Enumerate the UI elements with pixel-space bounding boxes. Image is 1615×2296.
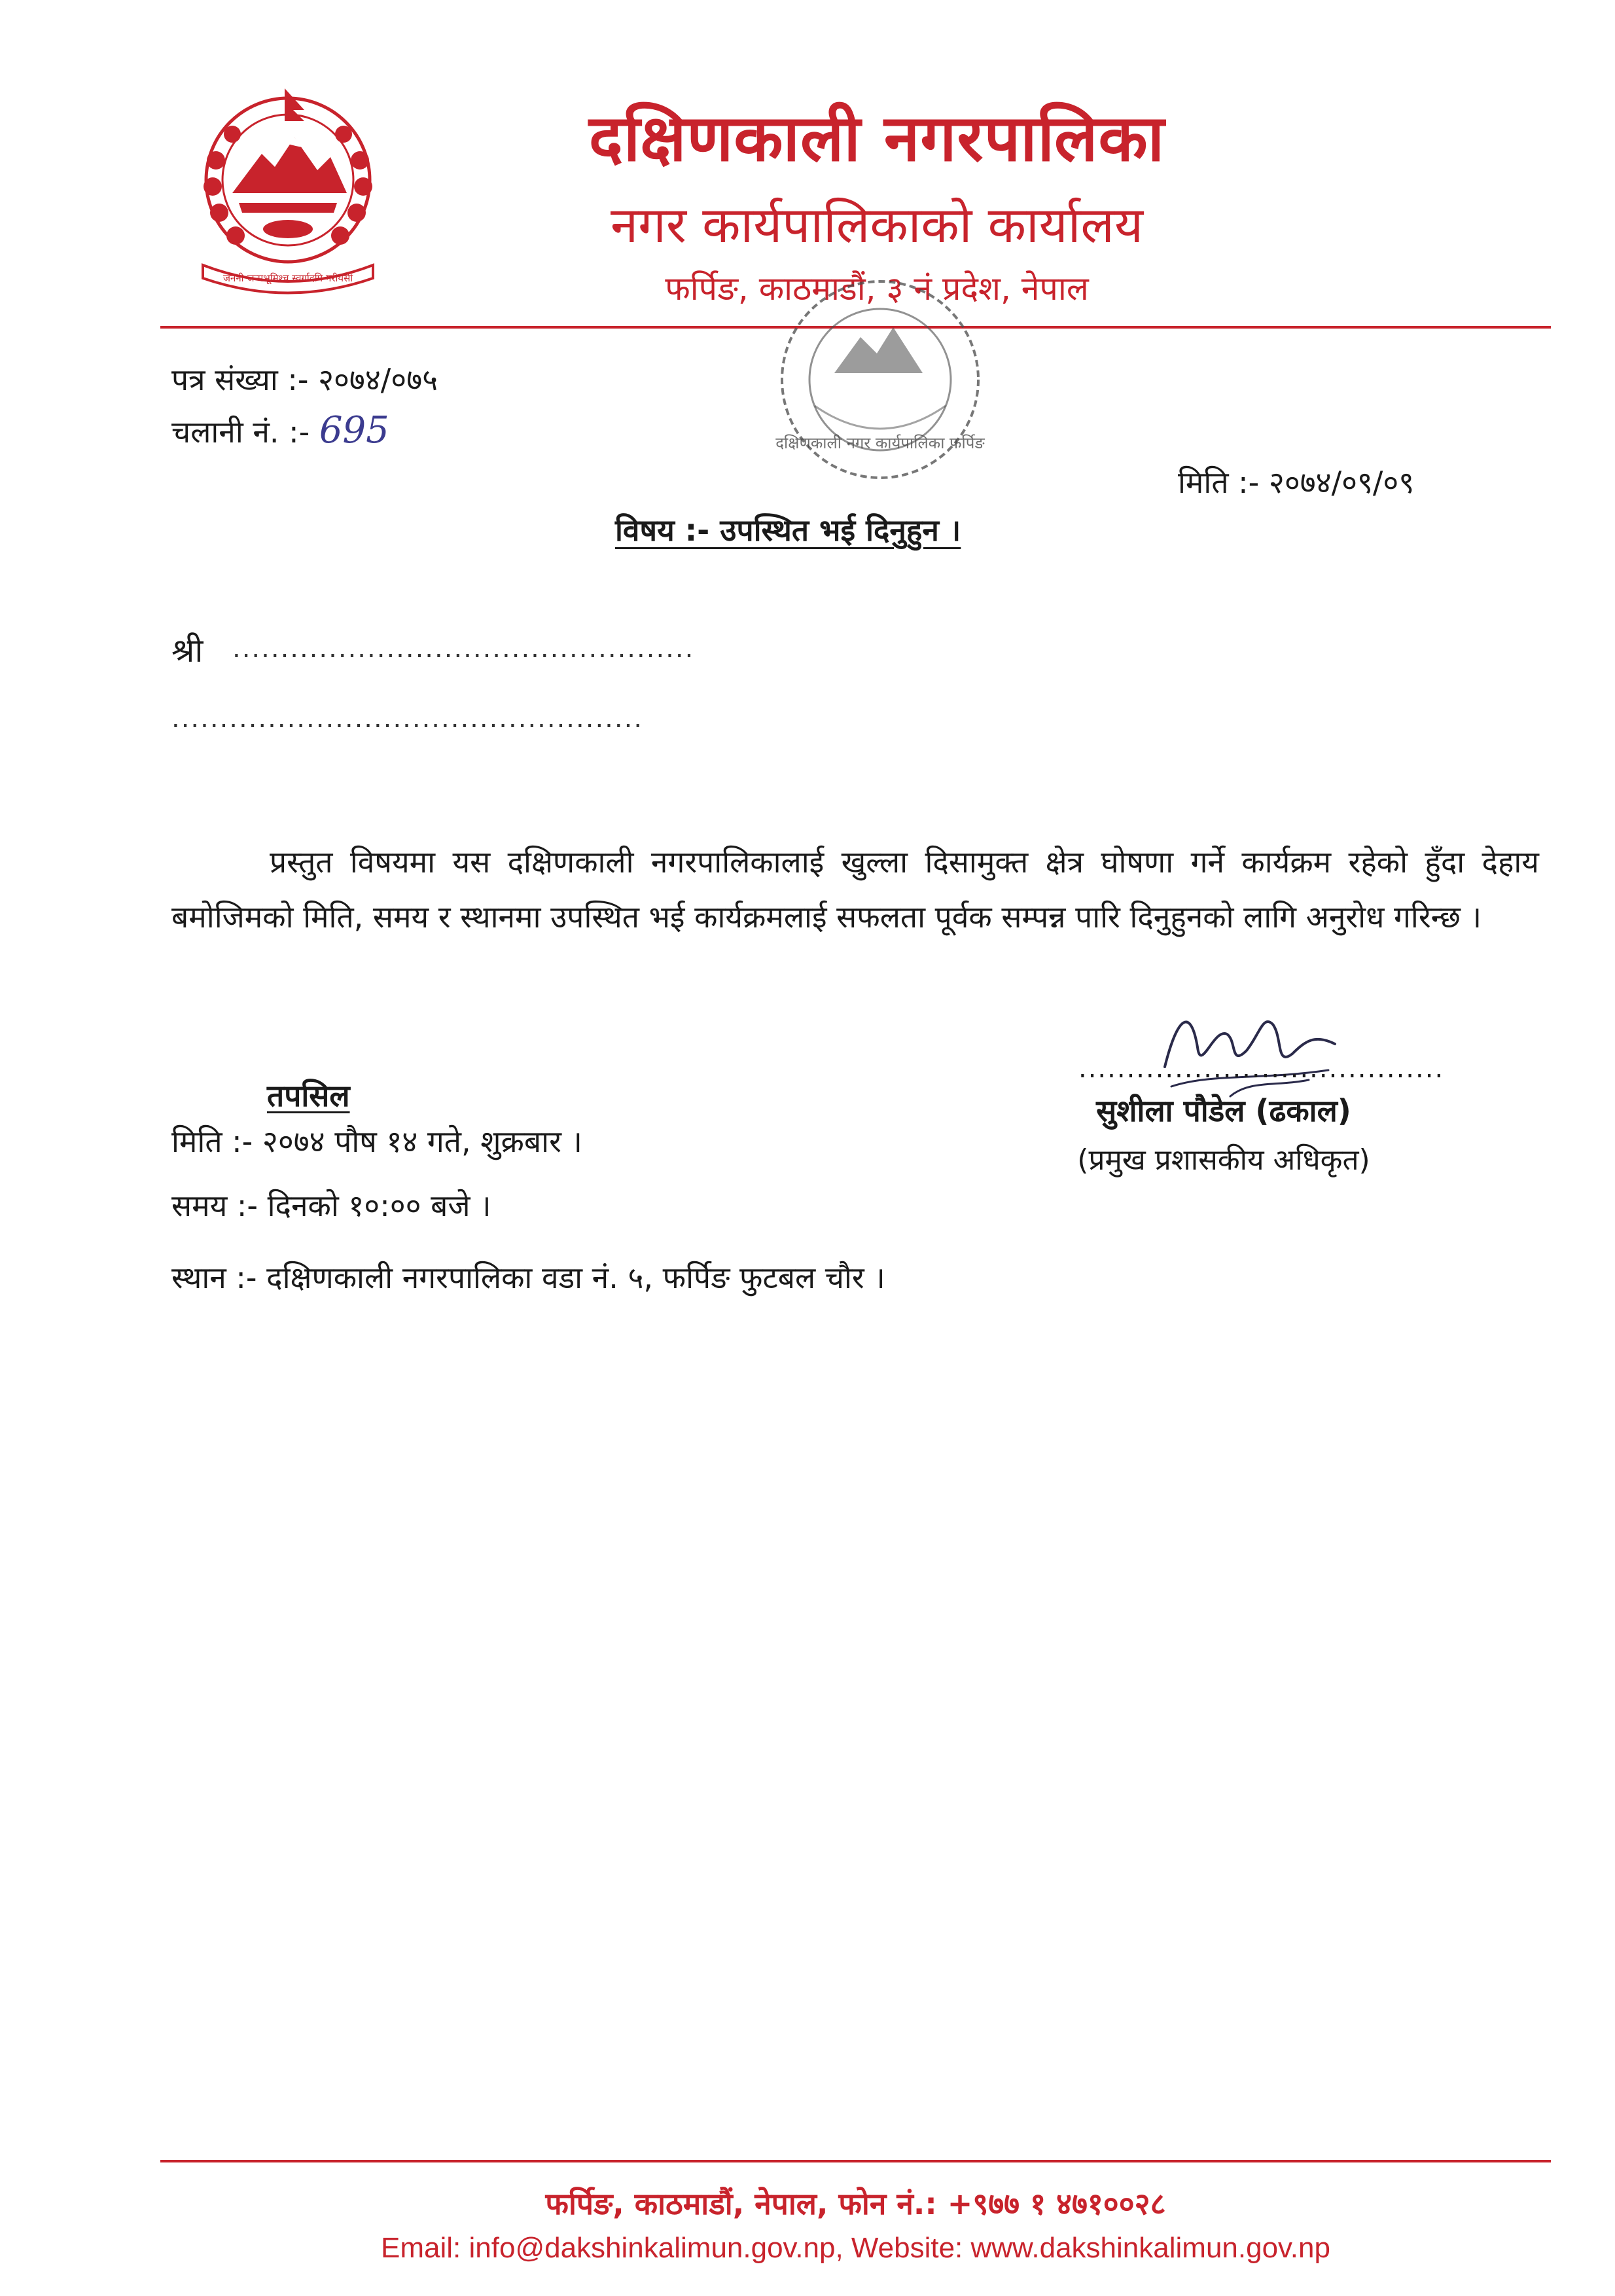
round-office-stamp-icon (762, 275, 998, 491)
recipient-address-blank: ................................................. (171, 704, 644, 734)
org-name: दक्षिणकाली नगरपालिका (588, 101, 1165, 176)
letter-body: प्रस्तुत विषयमा यस दक्षिणकाली नगरपालिकालाई खुल्ला दिसामुक्त क्षेत्र घोषणा गर्ने कार्यक्रम रहेको हुँदा देहाय बमोजिमको मिति, समय र स्थानमा उपस्थित भई कार्यक्रमलाई सफलता पूर्वक सम्पन्न पारि दिनुहुनको लागि अनुरोध गरिन्छ । (171, 844, 1539, 935)
dispatch-number-value: 695 (319, 409, 389, 452)
office-address: फर्पिङ, काठमाडौं, ३ नं प्रदेश, नेपाल (665, 270, 1089, 308)
detail-time: समय :- दिनको १०:०० बजे । (171, 1188, 491, 1223)
detail-date: मिति :- २०७४ पौष १४ गते, शुक्रबार । (171, 1124, 582, 1159)
nepal-government-emblem-icon (177, 82, 399, 298)
recipient-salutation: श्री (171, 632, 204, 670)
subject-line: विषय :- उपस्थित भई दिनुहुन । (615, 512, 961, 548)
handwritten-signature (1152, 988, 1348, 1106)
dispatch-number-label: चलानी नं. :- (171, 414, 310, 450)
emblem-motto: जननी जन्मभूमिश्च स्वर्गादपि गरीयसी (222, 272, 353, 284)
recipient-name-blank: ................................................ (232, 634, 695, 664)
signer-name: सुशीला पौडेल (ढकाल) (1096, 1093, 1351, 1128)
stamp-text: दक्षिणकाली नगर कार्यपालिका फर्पिङ (775, 434, 985, 452)
reference-number-value: २०७४/०७५ (318, 362, 438, 397)
footer-address: फर्पिङ, काठमाडौं, नेपाल, फोन नं.: +९७७ १ ४७१००२८ (545, 2186, 1166, 2221)
footer-divider (160, 2160, 1551, 2162)
detail-venue: स्थान :- दक्षिणकाली नगरपालिका वडा नं. ५, फर्पिङ फुटबल चौर । (171, 1260, 885, 1295)
reference-number (171, 359, 438, 399)
letter-date (1178, 461, 1414, 502)
letter-date-value: २०७४/०९/०९ (1268, 465, 1415, 500)
signature-dotted-line: ...................................... (1078, 1054, 1445, 1084)
signer-title: (प्रमुख प्रशासकीय अधिकृत) (1077, 1143, 1370, 1177)
reference-number-label: पत्र संख्या :- (171, 362, 309, 397)
office-name: नगर कार्यपालिकाको कार्यालय (610, 196, 1144, 254)
details-heading: तपसिल (267, 1078, 350, 1113)
footer-contact: Email: info@dakshinkalimun.gov.np, Website: www.dakshinkalimun.gov.np (381, 2232, 1330, 2264)
letter-date-label: मिति :- (1178, 465, 1260, 500)
dispatch-number (171, 409, 389, 452)
